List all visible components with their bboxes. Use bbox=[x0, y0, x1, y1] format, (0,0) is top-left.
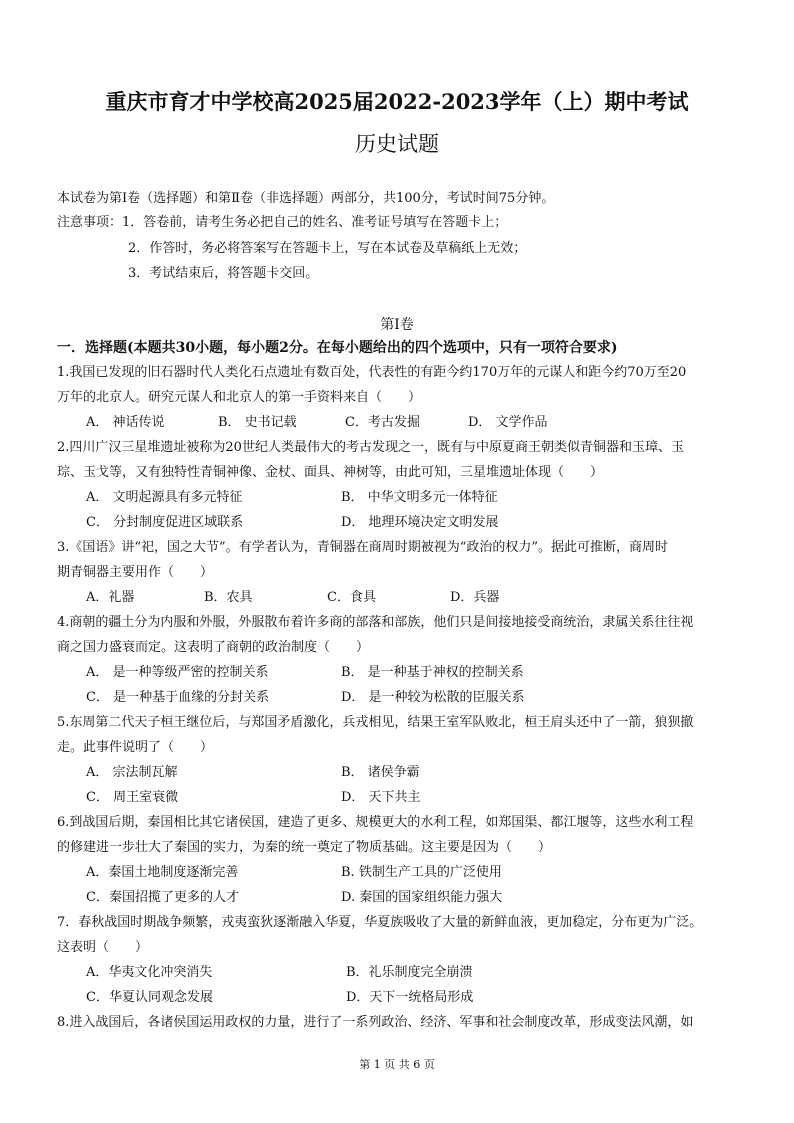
section-label: 第Ⅰ卷 bbox=[380, 317, 414, 333]
option-d: D． 地理环境决定文明发展 bbox=[341, 515, 499, 530]
option-a: A．秦国土地制度逐渐完善 bbox=[86, 865, 239, 880]
page-footer: 第 1 页 共 6 页 bbox=[359, 1058, 435, 1071]
option-b: B．礼乐制度完全崩溃 bbox=[346, 965, 473, 980]
question-6-line-1: 6.到战国后期，秦国相比其它诸侯国，建造了更多、规模更大的水利工程，如郑国渠、都江堰等，这些水利工程 bbox=[57, 815, 694, 830]
option-b: B. 铁制生产工具的广泛使用 bbox=[341, 865, 502, 880]
question-3-line-1: 3.《国语》讲“祀，国之大节”。有学者认为，青铜器在商周时期被视为“政治的权力”。据此可推断，商周时 bbox=[57, 540, 668, 555]
question-5-line-1: 5.东周第二代天子桓王继位后，与郑国矛盾激化，兵戎相见，结果王室军队败北，桓王肩头还中了一箭，狼狈撤 bbox=[57, 715, 694, 730]
option-c: C． 分封制度促进区域联系 bbox=[86, 515, 244, 530]
section-heading: 一．选择题(本题共30小题，每小题2分。在每小题给出的四个选项中，只有一项符合要求) bbox=[57, 340, 618, 356]
notice-line-3: 3．考试结束后，将答题卡交回。 bbox=[128, 266, 319, 281]
exam-subtitle: 历史试题 bbox=[355, 132, 439, 156]
question-4-line-2: 商之国力盛衰而定。这表明了商朝的政治制度（ ） bbox=[57, 640, 370, 655]
intro-line: 本试卷为第Ⅰ卷（选择题）和第Ⅱ卷（非选择题）两部分，共100分，考试时间75分钟。 bbox=[57, 191, 555, 206]
option-b: B．农具 bbox=[204, 590, 253, 605]
question-2-line-2: 琮、玉戈等，又有独特性青铜神像、金杖、面具、神树等，由此可知，三星堆遗址体现（ ） bbox=[57, 465, 604, 480]
option-d: D．兵器 bbox=[450, 590, 500, 605]
question-8-line-1: 8.进入战国后，各诸侯国运用政权的力量，进行了一系列政治、经济、军事和社会制度改革，形成变法风潮，如 bbox=[57, 1015, 694, 1030]
option-a: A． 神话传说 bbox=[86, 415, 165, 430]
option-c: C．秦国招揽了更多的人才 bbox=[86, 890, 239, 905]
option-c: C．食具 bbox=[327, 590, 376, 605]
option-d: D． 天下共主 bbox=[341, 790, 421, 805]
question-2-line-1: 2.四川广汉三星堆遗址被称为20世纪人类最伟大的考古发现之一，既有与中原夏商王朝类似青铜器和玉璋、玉 bbox=[57, 440, 684, 455]
question-6-line-2: 的修建进一步壮大了秦国的实力，为秦的统一奠定了物质基础。这主要是因为（ ） bbox=[57, 840, 552, 855]
option-a: A． 是一种等级严密的控制关系 bbox=[86, 665, 269, 680]
question-4-line-1: 4.商朝的疆土分为内服和外服，外服散布着许多商的部落和部族，他们只是间接地接受商统治，隶属关系往往视 bbox=[57, 615, 694, 630]
option-d: D． 是一种较为松散的臣服关系 bbox=[341, 690, 525, 705]
question-7-line-2: 这表明（ ） bbox=[57, 940, 149, 955]
option-d: D．天下一统格局形成 bbox=[346, 990, 474, 1005]
option-b: B． 是一种基于神权的控制关系 bbox=[341, 665, 524, 680]
option-b: B． 中华文明多元一体特征 bbox=[341, 490, 498, 505]
question-7-line-1: 7．春秋战国时期战争频繁，戎夷蛮狄逐渐融入华夏，华夏族吸收了大量的新鲜血液，更加稳定，分布更为广泛。 bbox=[57, 915, 703, 930]
option-a: A．礼器 bbox=[86, 590, 135, 605]
notice-line-1: 注意事项：1．答卷前，请考生务必把自己的姓名、准考证号填写在答题卡上； bbox=[57, 215, 508, 230]
question-1-line-1: 1.我国已发现的旧石器时代人类化石点遗址有数百处，代表性的有距今约170万年的元谋人和距今约70万至20 bbox=[57, 365, 687, 380]
option-a: A．华夷文化冲突消失 bbox=[86, 965, 213, 980]
option-c: C．华夏认同观念发展 bbox=[86, 990, 213, 1005]
option-b: B． 诸侯争霸 bbox=[341, 765, 420, 780]
option-c: C．考古发掘 bbox=[345, 415, 420, 430]
exam-title: 重庆市育才中学校高2025届2022-2023学年（上）期中考试 bbox=[105, 89, 689, 114]
option-a: A． 宗法制瓦解 bbox=[86, 765, 178, 780]
option-d: D． 文学作品 bbox=[468, 415, 548, 430]
question-1-line-2: 万年的北京人。研究元谋人和北京人的第一手资料来自（ ） bbox=[57, 390, 422, 405]
question-5-line-2: 走。此事件说明了（ ） bbox=[57, 740, 214, 755]
notice-line-2: 2．作答时，务必将答案写在答题卡上，写在本试卷及草稿纸上无效； bbox=[128, 241, 527, 256]
option-a: A． 文明起源具有多元特征 bbox=[86, 490, 243, 505]
option-b: B． 史书记载 bbox=[218, 415, 297, 430]
option-c: C． 是一种基于血缘的分封关系 bbox=[86, 690, 270, 705]
option-c: C． 周王室衰微 bbox=[86, 790, 179, 805]
option-d: D. 秦国的国家组织能力强大 bbox=[341, 890, 503, 905]
question-3-line-2: 期青铜器主要用作（ ） bbox=[57, 565, 214, 580]
